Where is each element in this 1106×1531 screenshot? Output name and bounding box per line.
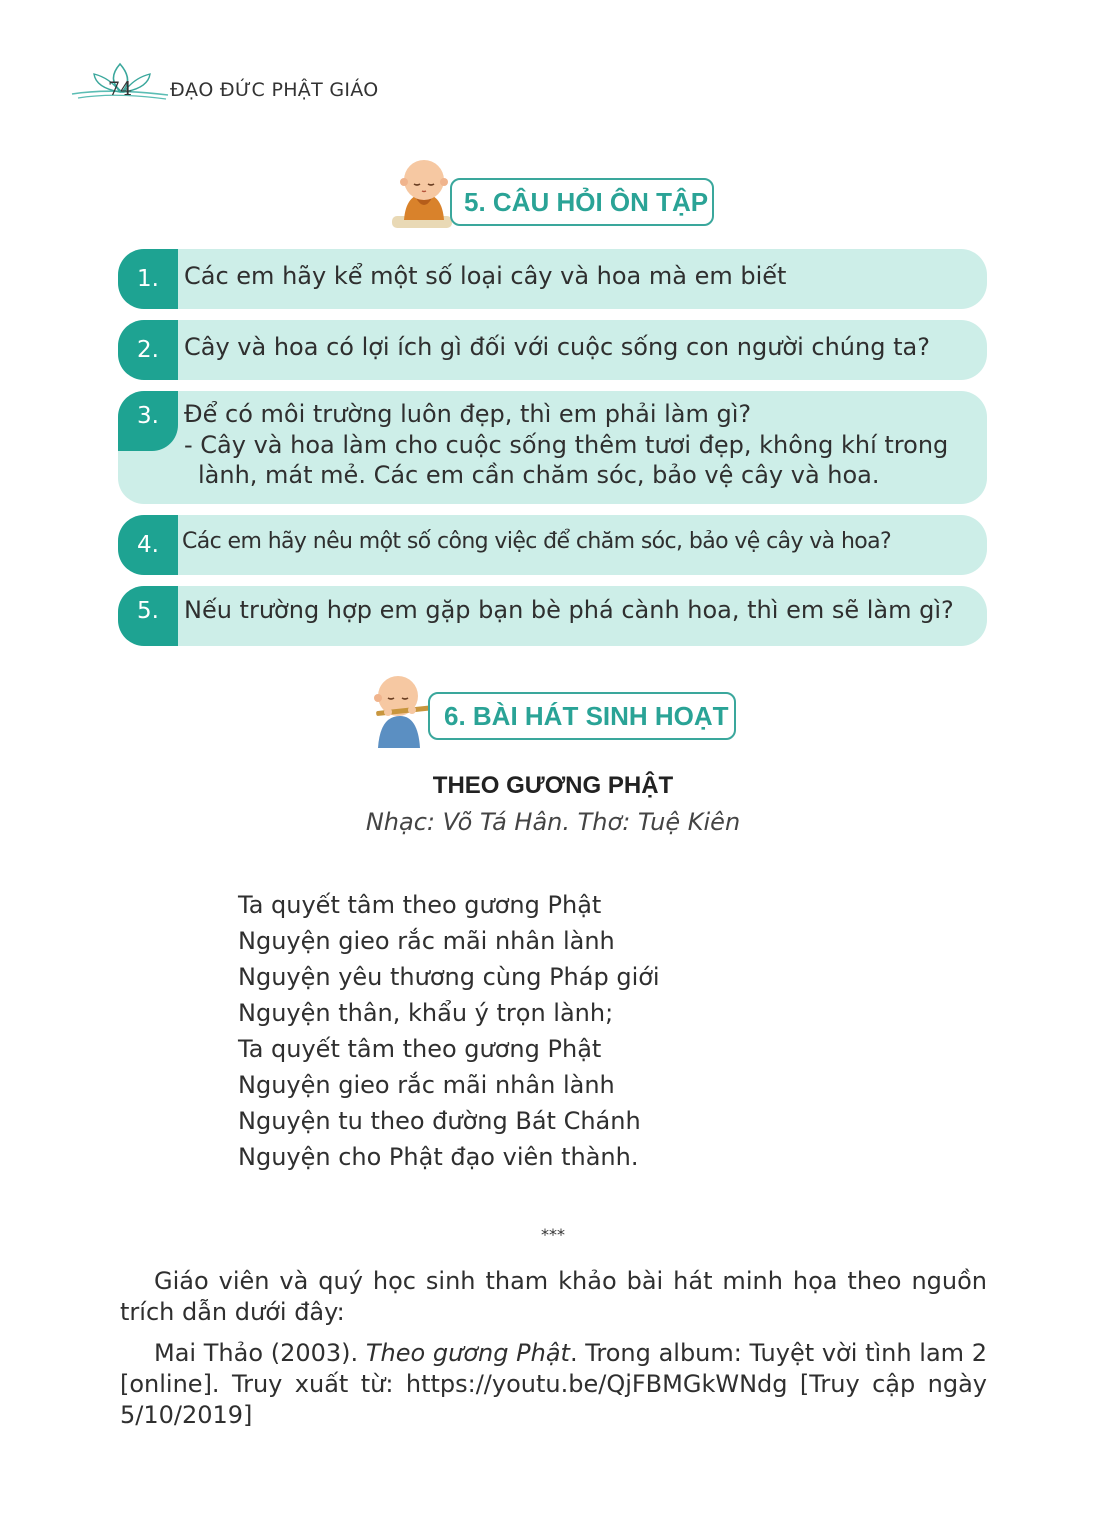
question-item <box>118 391 987 504</box>
note-paragraph <box>120 1266 987 1328</box>
question-number: 2. <box>118 320 178 380</box>
lyric-line: Nguyện gieo rắc mãi nhân lành <box>238 1071 615 1099</box>
reference-prefix: Mai Thảo (2003). <box>154 1339 366 1367</box>
running-title: ĐẠO ĐỨC PHẬT GIÁO <box>170 79 379 101</box>
section-title-box <box>428 692 736 740</box>
lyric-line: Ta quyết tâm theo gương Phật <box>238 1035 602 1063</box>
lyric-line: Nguyện cho Phật đạo viên thành. <box>238 1143 639 1171</box>
section-title-box <box>450 178 714 226</box>
question-number: 3. <box>118 391 178 451</box>
question-number: 1. <box>118 249 178 309</box>
question-number: 5. <box>118 586 178 646</box>
note-text: Giáo viên và quý học sinh tham khảo bài hát minh họa theo nguồn trích dẫn dưới đây: <box>120 1267 987 1326</box>
lyric-line: Nguyện thân, khẩu ý trọn lành; <box>238 999 614 1027</box>
lyric-line: Nguyện yêu thương cùng Pháp giới <box>238 963 660 991</box>
section-title: 5. CÂU HỎI ÔN TẬP <box>464 186 709 217</box>
section-heading-song <box>366 676 738 746</box>
song-title: THEO GƯƠNG PHẬT <box>432 772 674 799</box>
question-text: Cây và hoa có lợi ích gì đối với cuộc sống con người chúng ta? <box>184 333 930 361</box>
question-number: 4. <box>118 515 178 575</box>
lyric-line: Ta quyết tâm theo gương Phật <box>238 891 602 919</box>
question-text: Các em hãy kể một số loại cây và hoa mà em biết <box>184 262 787 290</box>
question-text: Các em hãy nêu một số công việc để chăm sóc, bảo vệ cây và hoa? <box>182 529 892 554</box>
section-heading-review <box>386 162 716 232</box>
question-text: Để có môi trường luôn đẹp, thì em phải làm gì? <box>184 400 752 428</box>
question-item <box>118 320 987 380</box>
question-item <box>118 515 987 575</box>
question-item <box>118 586 987 646</box>
question-text: Nếu trường hợp em gặp bạn bè phá cành hoa, thì em sẽ làm gì? <box>184 596 954 624</box>
page-number: 74 <box>108 78 133 100</box>
song-credit: Nhạc: Võ Tá Hân. Thơ: Tuệ Kiên <box>365 808 741 836</box>
separator: *** <box>541 1225 565 1244</box>
reference-suffix: . Trong album: Tuyệt vời tình lam 2 [online]. Truy xuất từ: https://youtu.be/QjFBMGkWNdg [Truy cập ngày 5/10/2019] <box>120 1339 988 1429</box>
song-lyrics <box>238 887 660 1175</box>
reference-paragraph <box>120 1338 987 1431</box>
lyric-line: Nguyện gieo rắc mãi nhân lành <box>238 927 615 955</box>
question-item <box>118 249 987 309</box>
reference-work-title: Theo gương Phật <box>365 1339 570 1367</box>
question-answer-line: lành, mát mẻ. Các em cần chăm sóc, bảo vệ cây và hoa. <box>198 461 880 489</box>
question-answer-line: - Cây và hoa làm cho cuộc sống thêm tươi đẹp, không khí trong <box>184 431 949 459</box>
lyric-line: Nguyện tu theo đường Bát Chánh <box>238 1107 641 1135</box>
section-title: 6. BÀI HÁT SINH HOẠT <box>444 700 729 731</box>
